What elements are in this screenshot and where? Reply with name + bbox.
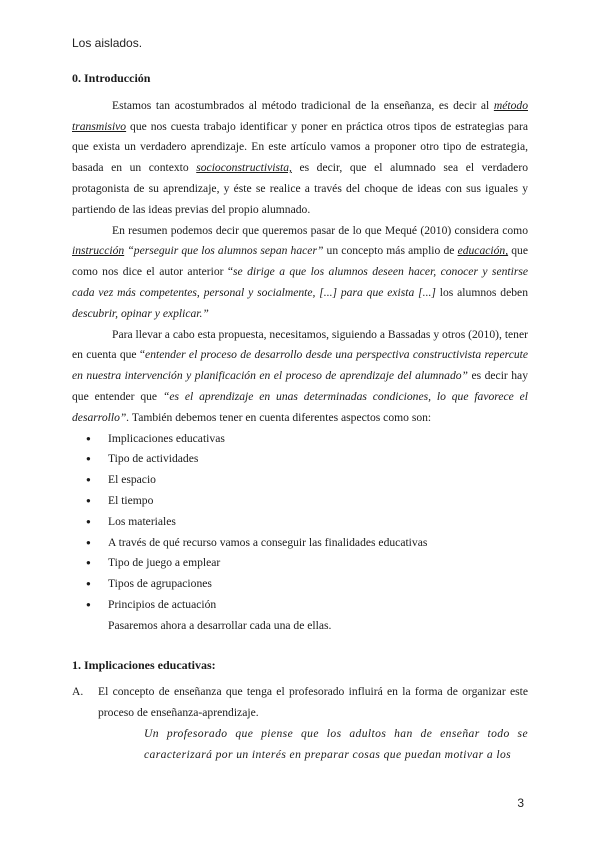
intro-paragraph-2 <box>72 221 528 325</box>
term-socioconstructivista: socioconstructivista, <box>196 161 292 175</box>
intro-heading: 0. Introducción <box>72 71 151 85</box>
quote-run: entender el proceso de desarrollo desde una perspectiva constructivista repercute en nuestra intervención y planificación en el proceso de aprendizaje del alumnado” <box>72 348 528 383</box>
term-instruccion: instrucción <box>72 244 125 258</box>
quote-run: se dirige a que los alumnos deseen hacer, conocer y sentirse cada vez más competentes, personal y socialmente, [...] para que exista [...] <box>72 265 528 299</box>
quote-run: descubrir, opinar y explicar.” <box>72 306 209 320</box>
quote-run: “es el aprendizaje en unas determinadas condiciones, lo que favorece el desarrollo”. <box>72 389 529 424</box>
list-item: ● Los materiales <box>72 512 528 533</box>
intro-paragraph-3 <box>72 325 528 429</box>
list-followup: Pasaremos ahora a desarrollar cada una de ellas. <box>108 618 332 632</box>
list-item: ● Tipos de agrupaciones <box>72 574 528 595</box>
text-run: los alumnos deben <box>435 285 528 299</box>
text-run: Para llevar a cabo esta propuesta, necesitamos, siguiendo a Bassadas y otros (2010), tener en cuenta que “ <box>72 327 528 362</box>
page-number: 3 <box>517 796 524 810</box>
page-body <box>72 68 528 766</box>
text-run: que nos cuesta trabajo identificar y poner en práctica otros tipos de estrategias para que exista un verdadero aprendizaje. En este artículo vamos a proponer otro tipo de estrategia, basada en un contexto <box>72 119 528 175</box>
list-item: ● A través de qué recurso vamos a conseguir las finalidades educativas <box>72 533 528 554</box>
text-run: es decir hay que entender que <box>72 369 528 403</box>
list-item: ● Principios de actuación <box>72 595 528 616</box>
text-run: que como nos dice el autor anterior “ <box>72 244 528 279</box>
item-a-text: El concepto de enseñanza que tenga el profesorado influirá en la forma de organizar este proceso de enseñanza-aprendizaje. <box>98 685 528 720</box>
list-item: ● Tipo de juego a emplear <box>72 553 528 574</box>
item-a-letter: A. <box>72 685 84 699</box>
item-a <box>72 682 528 724</box>
running-header: Los aislados. <box>72 36 143 50</box>
text-run: es decir, que el alumnado sea el verdadero protagonista de su aprendizaje, y éste se realice a través del choque de ideas con sus iguales y partiendo de las ideas previas del propio alumnado. <box>72 161 528 216</box>
term-metodo-transmisivo: método transmisivo <box>72 98 528 133</box>
aspects-list <box>72 429 528 616</box>
text-run: un concepto más amplio de <box>323 244 458 258</box>
text-run: En resumen podemos decir que queremos pasar de lo que Mequé (2010) considera como <box>112 223 528 237</box>
list-item: ● Tipo de actividades <box>72 449 528 470</box>
list-item: ● Implicaciones educativas <box>72 429 528 450</box>
section-1-heading: 1. Implicaciones educativas: <box>72 657 216 672</box>
list-item: ● El tiempo <box>72 491 528 512</box>
text-run: También debemos tener en cuenta diferentes aspectos como son: <box>129 410 432 424</box>
block-quote: Un profesorado que piense que los adultos han de enseñar todo se caracterizará por un interés en preparar cosas que puedan motivar a los <box>144 726 528 761</box>
list-item: ● El espacio <box>72 470 528 491</box>
term-educacion: educación, <box>457 244 509 258</box>
quote-run: “perseguir que los alumnos sepan hacer” <box>124 244 324 258</box>
intro-paragraph-1 <box>72 96 528 221</box>
text-run: Estamos tan acostumbrados al método tradicional de la enseñanza, es decir al <box>112 98 494 112</box>
